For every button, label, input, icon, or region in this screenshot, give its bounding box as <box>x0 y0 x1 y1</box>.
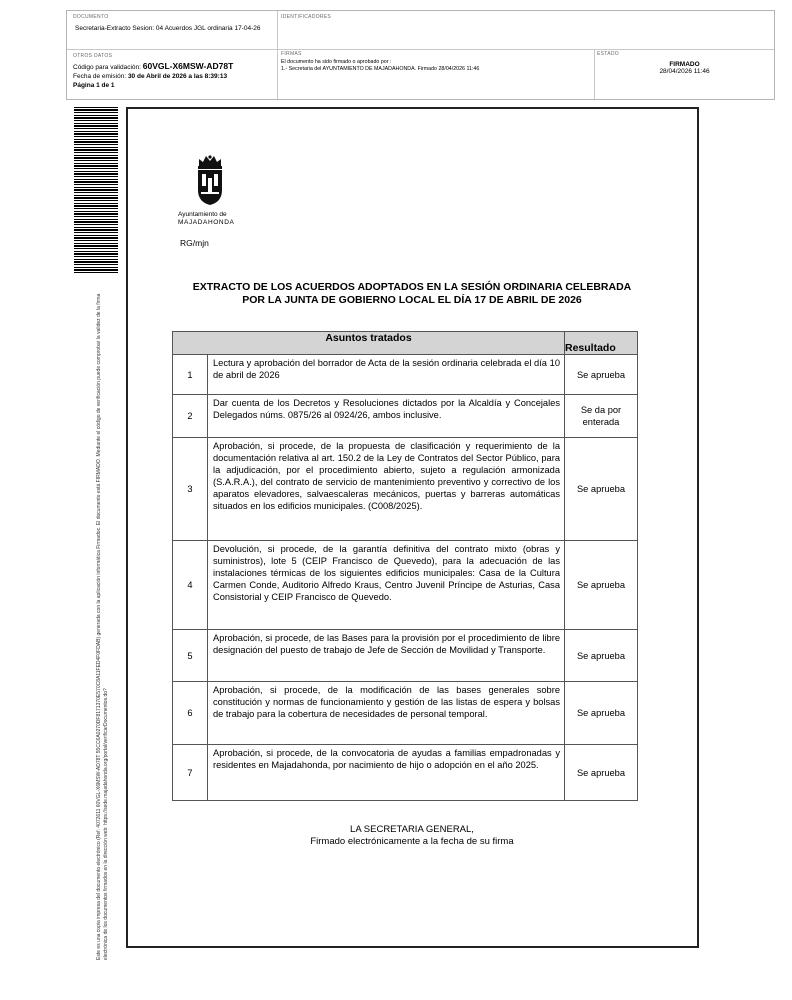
reference-initials: RG/mjn <box>180 238 209 248</box>
codigo-label: Código para validación: <box>73 64 141 71</box>
logo-line-1: Ayuntamiento de <box>178 211 227 218</box>
logo-line-2: MAJADAHONDA <box>178 219 235 226</box>
estado-cell <box>597 51 772 75</box>
signature-note: Firmado electrónicamente a la fecha de su firma <box>310 836 514 847</box>
page-count: Página 1 de 1 <box>73 82 115 89</box>
row-result: Se aprueba <box>565 630 638 682</box>
title-line-2: POR LA JUNTA DE GOBIERNO LOCAL EL DÍA 17 DE ABRIL DE 2026 <box>242 294 582 306</box>
row-description: Devolución, si procede, de la garantía definitiva del contrato mixto (obras y suministros), lote 5 (CEIP Francisco de Quevedo), para la adecuación de las instalaciones térmicas de los siguientes edificios municipales: Casa de la Cultura Carmen Conde, Auditorio Alfredo Kraus, Centro Juvenil Príncipe de Asturias, Casa Consistorial y CEIP Francisco de Quevedo. <box>208 541 565 630</box>
row-number: 2 <box>173 395 208 438</box>
title-line-1: EXTRACTO DE LOS ACUERDOS ADOPTADOS EN LA SESIÓN ORDINARIA CELEBRADA <box>192 281 632 293</box>
row-result: Se aprueba <box>565 745 638 801</box>
row-description: Aprobación, si procede, de la modificación de las bases generales sobre constitución y normas de funcionamiento y gestión de las listas de espera y bolsas de trabajo para la cobertura de necesidades de personal temporal. <box>208 682 565 745</box>
row-number: 6 <box>173 682 208 745</box>
document-title <box>170 281 654 307</box>
row-number: 3 <box>173 438 208 541</box>
row-result: Se aprueba <box>565 438 638 541</box>
row-number: 7 <box>173 745 208 801</box>
row-number: 5 <box>173 630 208 682</box>
document-header <box>66 10 775 100</box>
otros-datos-cell <box>73 53 273 90</box>
municipal-logo <box>178 154 242 227</box>
emission-date: 30 de Abril de 2026 a las 8:39:13 <box>127 73 228 80</box>
table-row <box>173 541 638 630</box>
table-row <box>173 745 638 801</box>
estado-date: 28/04/2026 11:46 <box>659 68 710 75</box>
firmas-cell <box>281 51 591 73</box>
estado-value: FIRMADO <box>669 61 700 68</box>
table-row <box>173 355 638 395</box>
row-number: 4 <box>173 541 208 630</box>
barcode <box>74 107 118 275</box>
table-row <box>173 682 638 745</box>
documento-cell <box>73 14 273 33</box>
identificadores-label: IDENTIFICADORES <box>281 14 332 20</box>
firmas-line-2: 1.- Secretaria del AYUNTAMIENTO DE MAJADAHONDA. Firmado 28/04/2026 11:46 <box>281 66 480 72</box>
documento-value: Secretaria-Extracto Sesion: 04 Acuerdos JGL ordinaria 17-04-26 <box>75 25 261 32</box>
table-header-row <box>173 332 638 355</box>
documento-label: DOCUMENTO <box>73 14 109 20</box>
row-result: Se aprueba <box>565 541 638 630</box>
validation-code: 60VGL-X6MSW-AD78T <box>142 61 234 71</box>
row-description: Aprobación, si procede, de las Bases para la provisión por el procedimiento de libre designación del puesto de trabajo de Jefe de Sección de Movilidad y Transporte. <box>208 630 565 682</box>
table-row <box>173 395 638 438</box>
row-result: Se aprueba <box>565 355 638 395</box>
row-result: Se da por enterada <box>565 395 638 438</box>
agenda-table <box>172 331 638 801</box>
signature-block <box>170 824 654 848</box>
otros-datos-label: OTROS DATOS <box>73 53 113 59</box>
row-description: Aprobación, si procede, de la propuesta de clasificación y requerimiento de la documentación relativa al art. 150.2 de la Ley de Contratos del Sector Público, para la adjudicación, por el procedimiento abierto, sujeto a regulación armonizada (S.A.R.A.), del contrato de servicio de mantenimiento preventivo y correctivo de los aparatos elevadores, salvaescaleras mecánicos, puertas y barreras automáticas situados en los edificios municipales. (C008/2025). <box>208 438 565 541</box>
firmas-label: FIRMAS <box>281 51 302 57</box>
signature-title: LA SECRETARIA GENERAL, <box>350 824 474 835</box>
row-result: Se aprueba <box>565 682 638 745</box>
firmas-line-1: El documento ha sido firmado o aprobado por : <box>281 59 392 65</box>
header-resultado: Resultado <box>565 332 638 355</box>
fecha-label: Fecha de emisión: <box>73 73 127 80</box>
row-description: Aprobación, si procede, de la convocatoria de ayudas a familias empadronadas y residentes en Majadahonda, por nacimiento de hijo o adopción en el año 2025. <box>208 745 565 801</box>
row-description: Dar cuenta de los Decretos y Resoluciones dictados por la Alcaldía y Concejales Delegados núms. 0875/26 al 0924/26, ambos inclusive. <box>208 395 565 438</box>
coat-of-arms-icon <box>193 154 227 206</box>
estado-label: ESTADO <box>597 51 619 57</box>
row-description: Lectura y aprobación del borrador de Acta de la sesión ordinaria celebrada el día 10 de abril de 2026 <box>208 355 565 395</box>
table-row <box>173 438 638 541</box>
header-asuntos: Asuntos tratados <box>173 332 565 355</box>
table-row <box>173 630 638 682</box>
identificadores-cell <box>281 14 331 20</box>
verification-side-text: Este es una copia impresa del documento electrónico (Ref: 4072611 60VGL-X6MSW-AD78T 55CC6A0270DF8171370E570C8A11FED4F0FDAB) generada con la aplicación informática Firmadoc. El documento está FIRMADO. Mediante el código de verificación puede comprobar la validez de la firma electrónica de los documentos firmados en la dirección web: https://sede.majadahonda.org/portal/verificarDocumentos.do? <box>96 293 109 960</box>
row-number: 1 <box>173 355 208 395</box>
